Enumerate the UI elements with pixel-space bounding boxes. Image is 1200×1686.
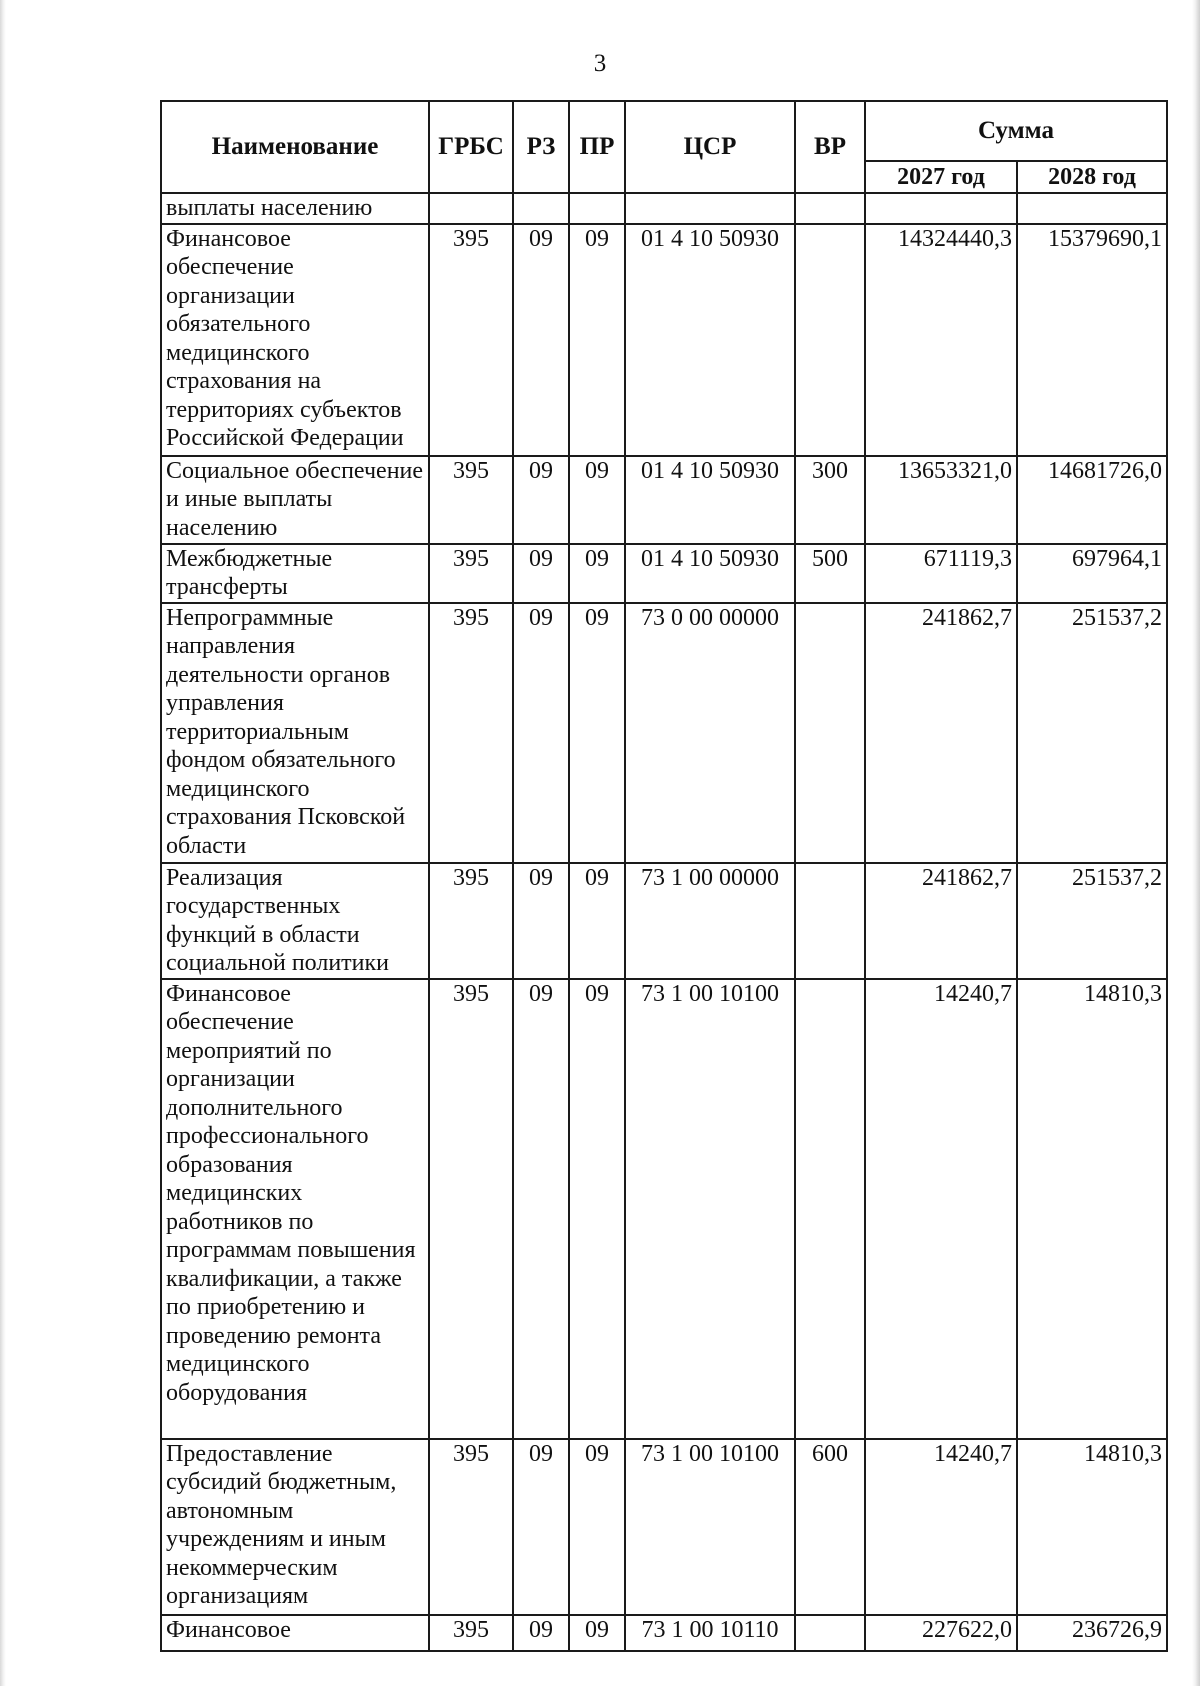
- row-pr: 09: [569, 1439, 625, 1615]
- row-csr: 01 4 10 50930: [625, 456, 795, 544]
- table-row: [161, 1439, 1167, 1615]
- table-row: [161, 863, 1167, 979]
- row-sum-2027: 14324440,3: [865, 224, 1017, 456]
- table-row: [161, 1615, 1167, 1651]
- row-name: выплаты населению: [161, 193, 429, 224]
- row-csr: 73 1 00 10110: [625, 1615, 795, 1651]
- row-grbs: 395: [429, 603, 513, 863]
- row-csr: 01 4 10 50930: [625, 224, 795, 456]
- table-row: [161, 456, 1167, 544]
- row-pr: 09: [569, 863, 625, 979]
- row-name: Межбюджетные трансферты: [161, 544, 429, 603]
- row-sum-2028: 236726,9: [1017, 1615, 1167, 1651]
- row-vr: 600: [795, 1439, 865, 1615]
- header-grbs: ГРБС: [429, 101, 513, 193]
- table-row: [161, 603, 1167, 863]
- row-sum-2027: 13653321,0: [865, 456, 1017, 544]
- row-csr: [625, 193, 795, 224]
- header-sum: Сумма: [865, 101, 1167, 161]
- row-rz: [513, 193, 569, 224]
- header-rz: РЗ: [513, 101, 569, 193]
- header-row: [161, 101, 1167, 161]
- row-sum-2028: 14681726,0: [1017, 456, 1167, 544]
- scan-edge-left: [0, 0, 6, 1686]
- row-csr: 73 1 00 00000: [625, 863, 795, 979]
- row-name: Финансовое обеспечение мероприятий по организации дополнительного профессионального образования медицинских работников по программам повышения квалификации, а также по приобретению и проведению ремонта медицинского оборудования: [161, 979, 429, 1439]
- row-sum-2028: 14810,3: [1017, 979, 1167, 1439]
- row-pr: 09: [569, 979, 625, 1439]
- row-pr: 09: [569, 1615, 625, 1651]
- table-row: [161, 224, 1167, 456]
- row-name: Финансовое обеспечение организации обязательного медицинского страхования на территориях субъектов Российской Федерации: [161, 224, 429, 456]
- row-rz: 09: [513, 544, 569, 603]
- row-name: Реализация государственных функций в области социальной политики: [161, 863, 429, 979]
- row-sum-2027: 671119,3: [865, 544, 1017, 603]
- row-pr: [569, 193, 625, 224]
- row-name: Предоставление субсидий бюджетным, автономным учреждениям и иным некоммерческим организациям: [161, 1439, 429, 1615]
- row-vr: [795, 193, 865, 224]
- row-sum-2028: 15379690,1: [1017, 224, 1167, 456]
- row-grbs: 395: [429, 979, 513, 1439]
- row-rz: 09: [513, 979, 569, 1439]
- row-grbs: 395: [429, 544, 513, 603]
- header-name: Наименование: [161, 101, 429, 193]
- row-grbs: 395: [429, 863, 513, 979]
- row-rz: 09: [513, 1615, 569, 1651]
- row-grbs: 395: [429, 1615, 513, 1651]
- row-vr: [795, 603, 865, 863]
- row-sum-2028: 697964,1: [1017, 544, 1167, 603]
- table-row: [161, 193, 1167, 224]
- row-grbs: 395: [429, 1439, 513, 1615]
- row-csr: 73 0 00 00000: [625, 603, 795, 863]
- row-name: Непрограммные направления деятельности органов управления территориальным фондом обязательного медицинского страхования Псковской области: [161, 603, 429, 863]
- row-vr: [795, 1615, 865, 1651]
- row-sum-2028: 251537,2: [1017, 603, 1167, 863]
- row-grbs: 395: [429, 456, 513, 544]
- header-year-2027: 2027 год: [865, 161, 1017, 193]
- table-row: [161, 544, 1167, 603]
- row-pr: 09: [569, 456, 625, 544]
- row-grbs: 395: [429, 224, 513, 456]
- row-sum-2027: 241862,7: [865, 863, 1017, 979]
- row-sum-2027: 241862,7: [865, 603, 1017, 863]
- row-grbs: [429, 193, 513, 224]
- row-sum-2027: 14240,7: [865, 979, 1017, 1439]
- row-pr: 09: [569, 544, 625, 603]
- row-pr: 09: [569, 224, 625, 456]
- row-rz: 09: [513, 456, 569, 544]
- row-sum-2027: 227622,0: [865, 1615, 1017, 1651]
- row-pr: 09: [569, 603, 625, 863]
- row-vr: 500: [795, 544, 865, 603]
- table-row: [161, 979, 1167, 1439]
- budget-table: [160, 100, 1168, 1652]
- row-name: Финансовое: [161, 1615, 429, 1651]
- row-rz: 09: [513, 1439, 569, 1615]
- scan-edge-right: [1192, 0, 1200, 1686]
- header-pr: ПР: [569, 101, 625, 193]
- row-vr: 300: [795, 456, 865, 544]
- row-sum-2028: 251537,2: [1017, 863, 1167, 979]
- row-vr: [795, 863, 865, 979]
- row-rz: 09: [513, 863, 569, 979]
- row-sum-2028: 14810,3: [1017, 1439, 1167, 1615]
- row-sum-2027: 14240,7: [865, 1439, 1017, 1615]
- row-rz: 09: [513, 603, 569, 863]
- header-csr: ЦСР: [625, 101, 795, 193]
- page-number: 3: [593, 50, 607, 77]
- row-name: Социальное обеспечение и иные выплаты населению: [161, 456, 429, 544]
- row-sum-2027: [865, 193, 1017, 224]
- header-year-2028: 2028 год: [1017, 161, 1167, 193]
- row-vr: [795, 224, 865, 456]
- row-csr: 73 1 00 10100: [625, 1439, 795, 1615]
- header-vr: ВР: [795, 101, 865, 193]
- row-vr: [795, 979, 865, 1439]
- row-csr: 73 1 00 10100: [625, 979, 795, 1439]
- row-sum-2028: [1017, 193, 1167, 224]
- row-rz: 09: [513, 224, 569, 456]
- row-csr: 01 4 10 50930: [625, 544, 795, 603]
